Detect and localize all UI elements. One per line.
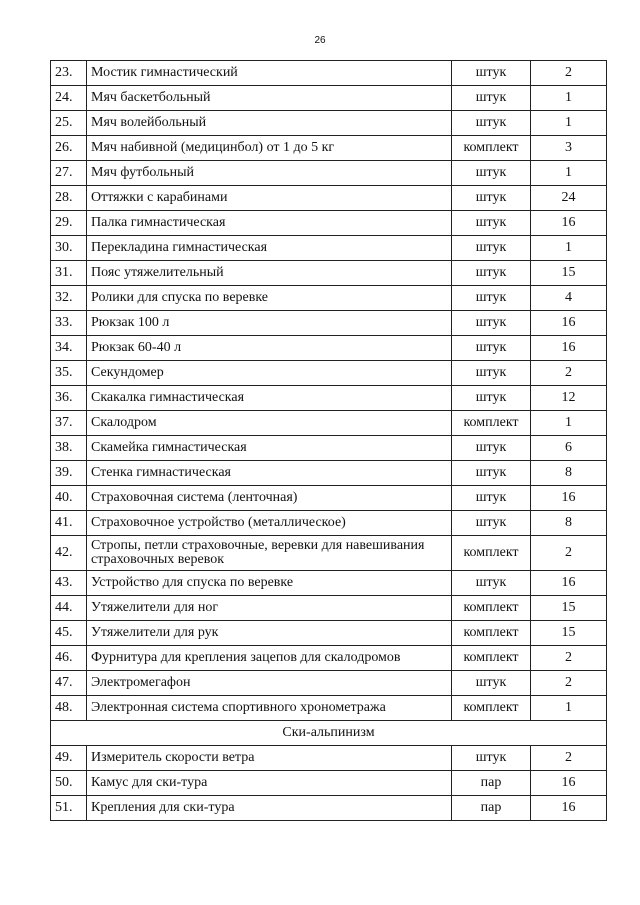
table-row [51, 771, 607, 796]
table-row [51, 536, 607, 571]
item-quantity: 1 [531, 161, 607, 186]
item-quantity: 16 [531, 796, 607, 821]
item-name: Палка гимнастическая [87, 211, 452, 236]
item-quantity: 16 [531, 486, 607, 511]
item-quantity: 2 [531, 746, 607, 771]
item-unit: штук [452, 211, 531, 236]
item-quantity: 16 [531, 771, 607, 796]
row-number: 51. [51, 796, 87, 821]
item-unit: комплект [452, 536, 531, 571]
table-row [51, 361, 607, 386]
item-unit: пар [452, 796, 531, 821]
section-row [51, 721, 607, 746]
item-unit: штук [452, 111, 531, 136]
row-number: 46. [51, 646, 87, 671]
item-name: Стенка гимнастическая [87, 461, 452, 486]
table-row [51, 671, 607, 696]
item-quantity: 1 [531, 696, 607, 721]
row-number: 42. [51, 536, 87, 571]
item-name: Мяч набивной (медицинбол) от 1 до 5 кг [87, 136, 452, 161]
item-name: Секундомер [87, 361, 452, 386]
row-number: 27. [51, 161, 87, 186]
item-unit: комплект [452, 136, 531, 161]
item-unit: штук [452, 86, 531, 111]
item-unit: пар [452, 771, 531, 796]
item-name: Электронная система спортивного хронометража [87, 696, 452, 721]
item-quantity: 16 [531, 211, 607, 236]
row-number: 32. [51, 286, 87, 311]
item-unit: штук [452, 361, 531, 386]
table-row [51, 796, 607, 821]
item-unit: комплект [452, 596, 531, 621]
item-unit: штук [452, 746, 531, 771]
item-unit: штук [452, 461, 531, 486]
item-name: Ролики для спуска по веревке [87, 286, 452, 311]
item-quantity: 1 [531, 86, 607, 111]
item-name: Камус для ски-тура [87, 771, 452, 796]
item-quantity: 1 [531, 236, 607, 261]
section-title: Ски-альпинизм [51, 721, 607, 746]
item-quantity: 6 [531, 436, 607, 461]
table-row [51, 61, 607, 86]
item-name: Мяч волейбольный [87, 111, 452, 136]
item-quantity: 8 [531, 511, 607, 536]
item-unit: штук [452, 511, 531, 536]
item-unit: штук [452, 161, 531, 186]
item-quantity: 15 [531, 596, 607, 621]
table-row [51, 461, 607, 486]
row-number: 28. [51, 186, 87, 211]
item-quantity: 15 [531, 621, 607, 646]
item-name: Измеритель скорости ветра [87, 746, 452, 771]
table-row [51, 621, 607, 646]
item-name: Электромегафон [87, 671, 452, 696]
equipment-rows [51, 61, 607, 721]
item-quantity: 3 [531, 136, 607, 161]
item-quantity: 2 [531, 646, 607, 671]
item-name: Стропы, петли страховочные, веревки для навешивания страховочных веревок [87, 536, 452, 571]
item-quantity: 2 [531, 671, 607, 696]
row-number: 38. [51, 436, 87, 461]
item-quantity: 4 [531, 286, 607, 311]
item-name: Скалодром [87, 411, 452, 436]
row-number: 44. [51, 596, 87, 621]
row-number: 30. [51, 236, 87, 261]
table-row [51, 486, 607, 511]
row-number: 23. [51, 61, 87, 86]
table-row [51, 261, 607, 286]
table-row [51, 336, 607, 361]
table-row [51, 211, 607, 236]
item-name: Утяжелители для рук [87, 621, 452, 646]
row-number: 47. [51, 671, 87, 696]
table-row [51, 571, 607, 596]
row-number: 39. [51, 461, 87, 486]
item-quantity: 16 [531, 571, 607, 596]
item-name: Пояс утяжелительный [87, 261, 452, 286]
row-number: 45. [51, 621, 87, 646]
item-name: Страховочная система (ленточная) [87, 486, 452, 511]
item-quantity: 1 [531, 411, 607, 436]
table-row [51, 386, 607, 411]
item-quantity: 1 [531, 111, 607, 136]
row-number: 26. [51, 136, 87, 161]
row-number: 25. [51, 111, 87, 136]
item-name: Скамейка гимнастическая [87, 436, 452, 461]
row-number: 50. [51, 771, 87, 796]
item-unit: комплект [452, 646, 531, 671]
item-quantity: 15 [531, 261, 607, 286]
item-unit: комплект [452, 411, 531, 436]
row-number: 48. [51, 696, 87, 721]
item-unit: штук [452, 61, 531, 86]
item-quantity: 2 [531, 361, 607, 386]
item-quantity: 12 [531, 386, 607, 411]
item-unit: штук [452, 336, 531, 361]
item-unit: штук [452, 261, 531, 286]
item-name: Оттяжки с карабинами [87, 186, 452, 211]
item-name: Страховочное устройство (металлическое) [87, 511, 452, 536]
item-unit: штук [452, 436, 531, 461]
item-quantity: 16 [531, 311, 607, 336]
item-name: Перекладина гимнастическая [87, 236, 452, 261]
item-quantity: 2 [531, 61, 607, 86]
section-equipment-rows [51, 746, 607, 821]
table-row [51, 411, 607, 436]
item-unit: комплект [452, 621, 531, 646]
item-quantity: 8 [531, 461, 607, 486]
item-unit: штук [452, 186, 531, 211]
row-number: 40. [51, 486, 87, 511]
row-number: 31. [51, 261, 87, 286]
equipment-table [50, 60, 607, 821]
item-unit: штук [452, 486, 531, 511]
item-name: Мяч баскетбольный [87, 86, 452, 111]
section-block [51, 721, 607, 746]
row-number: 35. [51, 361, 87, 386]
item-unit: штук [452, 236, 531, 261]
row-number: 33. [51, 311, 87, 336]
row-number: 41. [51, 511, 87, 536]
table-row [51, 436, 607, 461]
item-name: Рюкзак 100 л [87, 311, 452, 336]
item-unit: штук [452, 286, 531, 311]
table-row [51, 161, 607, 186]
item-unit: штук [452, 311, 531, 336]
table-row [51, 186, 607, 211]
table-row [51, 646, 607, 671]
item-name: Устройство для спуска по веревке [87, 571, 452, 596]
row-number: 29. [51, 211, 87, 236]
row-number: 24. [51, 86, 87, 111]
row-number: 34. [51, 336, 87, 361]
table-row [51, 136, 607, 161]
item-name: Мостик гимнастический [87, 61, 452, 86]
item-name: Скакалка гимнастическая [87, 386, 452, 411]
item-quantity: 24 [531, 186, 607, 211]
page-number: 26 [314, 35, 326, 46]
table-row [51, 596, 607, 621]
row-number: 43. [51, 571, 87, 596]
table-row [51, 511, 607, 536]
table-row [51, 236, 607, 261]
item-unit: комплект [452, 696, 531, 721]
item-name: Фурнитура для крепления зацепов для скалодромов [87, 646, 452, 671]
item-unit: штук [452, 671, 531, 696]
item-name: Рюкзак 60-40 л [87, 336, 452, 361]
row-number: 49. [51, 746, 87, 771]
row-number: 36. [51, 386, 87, 411]
item-name: Мяч футбольный [87, 161, 452, 186]
table-row [51, 311, 607, 336]
table-row [51, 111, 607, 136]
item-quantity: 2 [531, 536, 607, 571]
item-quantity: 16 [531, 336, 607, 361]
item-unit: штук [452, 571, 531, 596]
table-row [51, 286, 607, 311]
item-name: Утяжелители для ног [87, 596, 452, 621]
item-unit: штук [452, 386, 531, 411]
table-row [51, 746, 607, 771]
row-number: 37. [51, 411, 87, 436]
table-row [51, 696, 607, 721]
item-name: Крепления для ски-тура [87, 796, 452, 821]
table-row [51, 86, 607, 111]
